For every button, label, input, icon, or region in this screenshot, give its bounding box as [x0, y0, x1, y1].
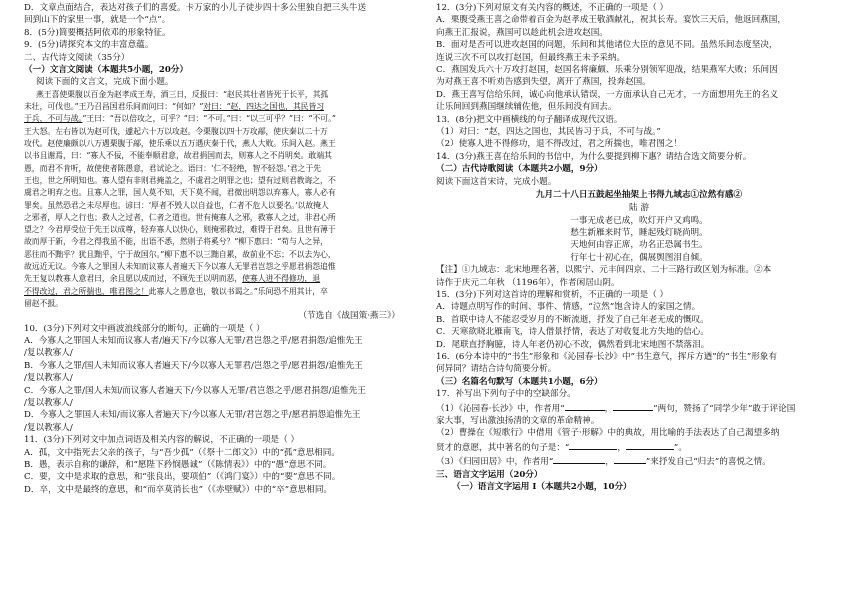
- option-c: C．燕国发兵六十万攻打赵国，赵国名将廉颇、乐乘分别领军迎战，结果燕军大败；乐间因: [436, 65, 778, 76]
- answer-blank[interactable]: [614, 454, 646, 464]
- passage-line: 虞君之明弃之也。且寡人之罪，国人莫不知，天下莫不闻，君微出明怨以弃寡人，寡人必有: [24, 188, 336, 198]
- option-d-cont: 让乐间回到燕国继续辅佐他，但乐间没有回去。: [436, 102, 617, 113]
- instruction: 阅读下面这首宋诗，完成小题。: [436, 176, 557, 187]
- subsection-heading: （二）古代诗歌阅读（本题共2小题，9分）: [436, 164, 603, 175]
- option-b: B．首联中诗人不能忍受岁月的不断流逝，抒发了自己年老无成的慨叹。: [436, 314, 709, 325]
- passage-line: 望之？今君厚受位于先王以成尊，轻弃寡人以快心，则掩邪救过，难得于君矣。且世有薄于: [24, 225, 336, 235]
- underlined-sentence: 对曰：“赵，四达之国也，其民皆习: [203, 102, 325, 112]
- question-17-part-1: （1）《沁园春·长沙》中，作者用“ ， ”两句，赞扬了“同学少年”敢于评论国: [436, 401, 842, 415]
- subsection-heading: （一）文言文阅读（本题共5小题，20分）: [24, 65, 189, 76]
- passage-line: 留赵不报。: [24, 298, 63, 308]
- passage-line: 于兵，不可与战。”王曰：“吾以倍攻之，可乎？”曰：“不可。”曰：“以三可乎？”曰：“不可。”: [24, 114, 336, 124]
- option-b-cont: 连说三次不可以攻打赵国，但最终燕王未予采纳。: [436, 52, 626, 63]
- underlined-sentence: 不得改过，君之所揣也，唯君图之！: [24, 286, 149, 296]
- section-heading: 三、语言文字运用（20分）: [436, 469, 543, 480]
- option-a: A．诗题点明写作的时间、事件、情感，“泣然”饱含诗人的家国之情。: [436, 302, 701, 313]
- passage-line: 先王复以教寡人意君曰，余且愿以成而过，不顾先王以明而恶，使寡人进不得修功，退: [24, 274, 321, 284]
- question-10: 10．(3分)下列对文中画波浪线部分的断句，正确的一项是（ ）: [24, 323, 265, 334]
- poem-block: [436, 188, 842, 264]
- passage-line: 王也，世之所明知也。寡人望有非则君掩盖之，不虞君之明罪之也；望有过则君教诲之，不: [24, 175, 336, 185]
- passage-source: （节选自《战国策·燕三》）: [298, 311, 400, 322]
- option-b: B．面对是否可以进攻赵国的问题，乐间和其他诸位大臣的意见不同。虽然乐间态度坚决，: [436, 40, 778, 51]
- option-a: A．孤，文中指死去父亲的孩子，与“吾少孤”（《祭十二郎文》）中的“孤”意思相同。: [24, 447, 340, 458]
- underlined-sentence: 于兵，不可与战。: [24, 114, 83, 124]
- passage-line: 故远近无议。今寡人之罪国人未知而议寡人者遍天下今以寡人无罪君岂怨之乎愿君捐怨追惟: [24, 262, 336, 271]
- answer-blank[interactable]: [553, 454, 605, 464]
- option-a-cont: 向燕王汇报说，燕国可以趁此机会进攻赵国。: [436, 27, 608, 38]
- section-heading: 二、古代诗文阅读（35分）: [24, 52, 130, 63]
- question-12: 12．(3分)下列对原文有关内容的概述，不正确的一项是（ ）: [436, 3, 669, 13]
- question-17-part-3: （3）《归园田居》中，作者用“ ， ”来抒发自己“归去”的喜悦之情。: [436, 454, 842, 468]
- passage-line: 以书且谢焉，曰：“寡人不佞，不能奉顺君意，故君捐国而去，则寡人之不肖明矣。敢端其: [24, 151, 332, 161]
- poem-verse: 天地何由容正席，功名正恐属书生。: [570, 240, 708, 251]
- poem-title: 九月二十八日五鼓起坐抽架上书得九域志①泣然有感②: [535, 190, 743, 201]
- question-8: 8．(5分)简要概括阿依邓的形象特征。: [24, 27, 171, 38]
- option-c: C．要，文中是求取的意思，和“张良出，要项伯”（《鸿门宴》）中的“要”意思不同。: [24, 472, 341, 483]
- question-16-cont: 何异同？请结合诗句简要分析。: [436, 364, 557, 375]
- question-13-part-2: （2）使寡人进不得修功，退不得改过，君之所揣也，唯君图之！: [436, 139, 683, 150]
- text-line: D．文章点面结合，表达对孩子们的喜爱。卡万家的小儿子徒步四十多公里独自把三头牛送: [24, 3, 367, 13]
- question-15: 15．(3分)下列对这首诗的理解和赏析，不正确的一项是（ ）: [436, 289, 669, 300]
- option-a: A．今寡人之罪国人未知而议寡人者/遍天下/今以寡人无罪/君岂怨之乎/愿君捐怨/追惟先王: [24, 336, 363, 346]
- classical-passage: [24, 89, 428, 323]
- passage-line: 故而厚于新，今君之得我虽不能，出语不悉，然则子将奚兮？”柳下惠曰：“苟与人之异，: [24, 237, 328, 247]
- question-11: 11．(3分)下列对文中加点词语及相关内容的解说，不正确的一项是（ ）: [24, 435, 300, 446]
- answer-blank[interactable]: [613, 401, 653, 411]
- underlined-sentence: 使寡人进不得修功，退: [242, 274, 321, 284]
- poem-note-cont: 诗作于庆元二年秋 （1196年），作者闲居山阴。: [436, 277, 620, 288]
- poem-verse: 行年七十初心在，偶展舆图泪自倾。: [570, 252, 708, 263]
- answer-blank[interactable]: [565, 401, 605, 411]
- option-d: D．燕王喜写信给乐间，诚心向他承认错误，一方面承认自己无才，一方面想用先王的名义: [436, 89, 779, 100]
- option-c-cont: 为对燕王喜不听劝告感到失望，离开了燕国，投奔赵国。: [436, 77, 651, 88]
- option-c: C．天寒欲晓北雁南飞，诗人借景抒情，表达了对收复北方失地的信心。: [436, 327, 709, 338]
- question-17: 17．补写出下列句子中的空缺部分。: [436, 389, 576, 400]
- instruction: 阅读下面的文言文，完成下面小题。: [36, 77, 174, 88]
- question-17-part-2-cont: 贤才的意愿，其中著名的句子是：“ ， ”。: [436, 440, 842, 454]
- option-d: D．卒，文中是最终的意思，和“而卒莫消长也”（《赤壁赋》）中的“卒”意思相同。: [24, 484, 333, 495]
- question-17-part-2: （2）曹操在《短歌行》中借用《管子·形解》中的典故，用比喻的手法表达了自己渴望多纳: [436, 428, 780, 439]
- question-9: 9．(5分)请探究本文的丰富意蕴。: [24, 40, 154, 51]
- answer-blank[interactable]: [569, 440, 617, 450]
- passage-line: 愚，而君不肯听，故使使者陈愚意，君试论之。语曰：‘仁不轻绝，智不轻怨。’君之于先: [24, 163, 321, 173]
- poem-author: 陆 游: [629, 203, 649, 214]
- subsection-heading: （一）语言文字运用 Ⅰ（本题共2小题，10分）: [452, 482, 632, 493]
- option-d: D．今寡人之罪国人未知/而议寡人者遍天下/今以寡人无罪/君岂怨之乎/愿君捐怨追惟先王: [24, 410, 361, 421]
- left-column: [24, 2, 428, 496]
- poem-note: 【注】①九域志：北宋地理名著，以熙宁、元丰间四京、二十三路行政区划为标准。②本: [436, 265, 772, 276]
- option-a: A．栗腹受燕王喜之命带着百金为赵孝成王敬酒献礼，祝其长寿。宴饮三天后，他返回燕国，: [436, 15, 786, 26]
- passage-line: 之邪者，厚人之行也；救人之过者，仁者之道也。世有掩寡人之邪，救寡人之过，非君心所: [24, 212, 336, 222]
- passage-line: 罪矣。虽然恐君之未尽厚也。谚曰：‘厚者不毁人以自益也，仁者不危人以要名。’以故掩人: [24, 200, 329, 210]
- text-line: 回到山下的家里一事，就是一个“点”。: [24, 15, 171, 26]
- passage-line: 攻代。赵使廉颇以八万遇栗腹于鄗，使乐乘以五万遇庆秦于代，燕人大败。乐间入赵。燕王: [24, 139, 336, 149]
- passage-line: 未壮，可伐也。”王乃召昌国君乐间而问曰：“何如？”对曰：“赵，四达之国也，其民皆习: [24, 102, 325, 112]
- passage-line: 不得改过，君之所揣也，唯君图之！此寡人之愚意也，敬以书谒之。”乐间恐不用其计，卒: [24, 286, 328, 296]
- passage-line: 燕王喜使栗腹以百金为赵孝成王寿，酒三日，反报曰：“赵民其壮者皆死于长平，其孤: [36, 89, 329, 99]
- question-16: 16．(6分本诗中的“书生”形象和《沁园春·长沙》中“书生意气，挥斥方遒”的“书生”形象有: [436, 351, 778, 362]
- passage-line: 恶往而不黜乎？犹且黜乎，宁于故国尔。”柳下惠不以三黜自累，故前业不忘；不以去为心，: [24, 249, 336, 259]
- poem-verse: 愁生新雁来时节，睡起残灯晓尚明。: [570, 227, 708, 238]
- passage-line: 王大怒。左右皆以为赵可伐，遽起六十万以攻赵。令栗腹以四十万攻鄗，使庆秦以二十万: [24, 126, 328, 136]
- option-c-cont: /复以教寡人/: [24, 398, 73, 409]
- option-d-cont: /复以教寡人/: [24, 422, 73, 433]
- answer-blank[interactable]: [626, 440, 674, 450]
- question-13-part-1: （1）对曰：“赵，四达之国也，其民皆习于兵，不可与战。”: [436, 127, 661, 138]
- question-13: 13．(8分)把文中画横线的句子翻译成现代汉语。: [436, 114, 623, 125]
- option-a-cont: /复以教寡人/: [24, 348, 73, 359]
- question-17-part-1-cont: 家大事，写出激浊扬清的文章的革命精神。: [436, 416, 600, 426]
- poem-verse: 一事无成老已成，吹灯开户又鸡鸣。: [570, 215, 708, 226]
- option-b: B．愚，表示自称的谦辞，和“愿陛下矜悯愚诚”（《陈情表》）中的“愚”意思不同。: [24, 460, 332, 471]
- subsection-heading: （三）名篇名句默写（本题共1小题，6分）: [436, 376, 603, 387]
- option-b: B．今寡人之罪/国人未知而议寡人者遍天下/今以寡人无罪君/岂怨之乎/愿君捐怨/追惟先王: [24, 360, 363, 371]
- option-d: D．尾联直抒胸臆，诗人年老仍初心不改，偶然看到北宋地图不禁落泪。: [436, 339, 710, 350]
- option-b-cont: /复以教寡人/: [24, 373, 73, 384]
- right-column: [436, 2, 842, 493]
- option-c: C．今寡人之罪/国人未知/而议寡人者遍天下/今以寡人无罪/君岂怨之乎/愿君捐怨/追惟先王: [24, 385, 366, 396]
- question-14: 14．(3分)燕王喜在给乐间的书信中，为什么要提到柳下惠？请结合选文简要分析。: [436, 151, 752, 162]
